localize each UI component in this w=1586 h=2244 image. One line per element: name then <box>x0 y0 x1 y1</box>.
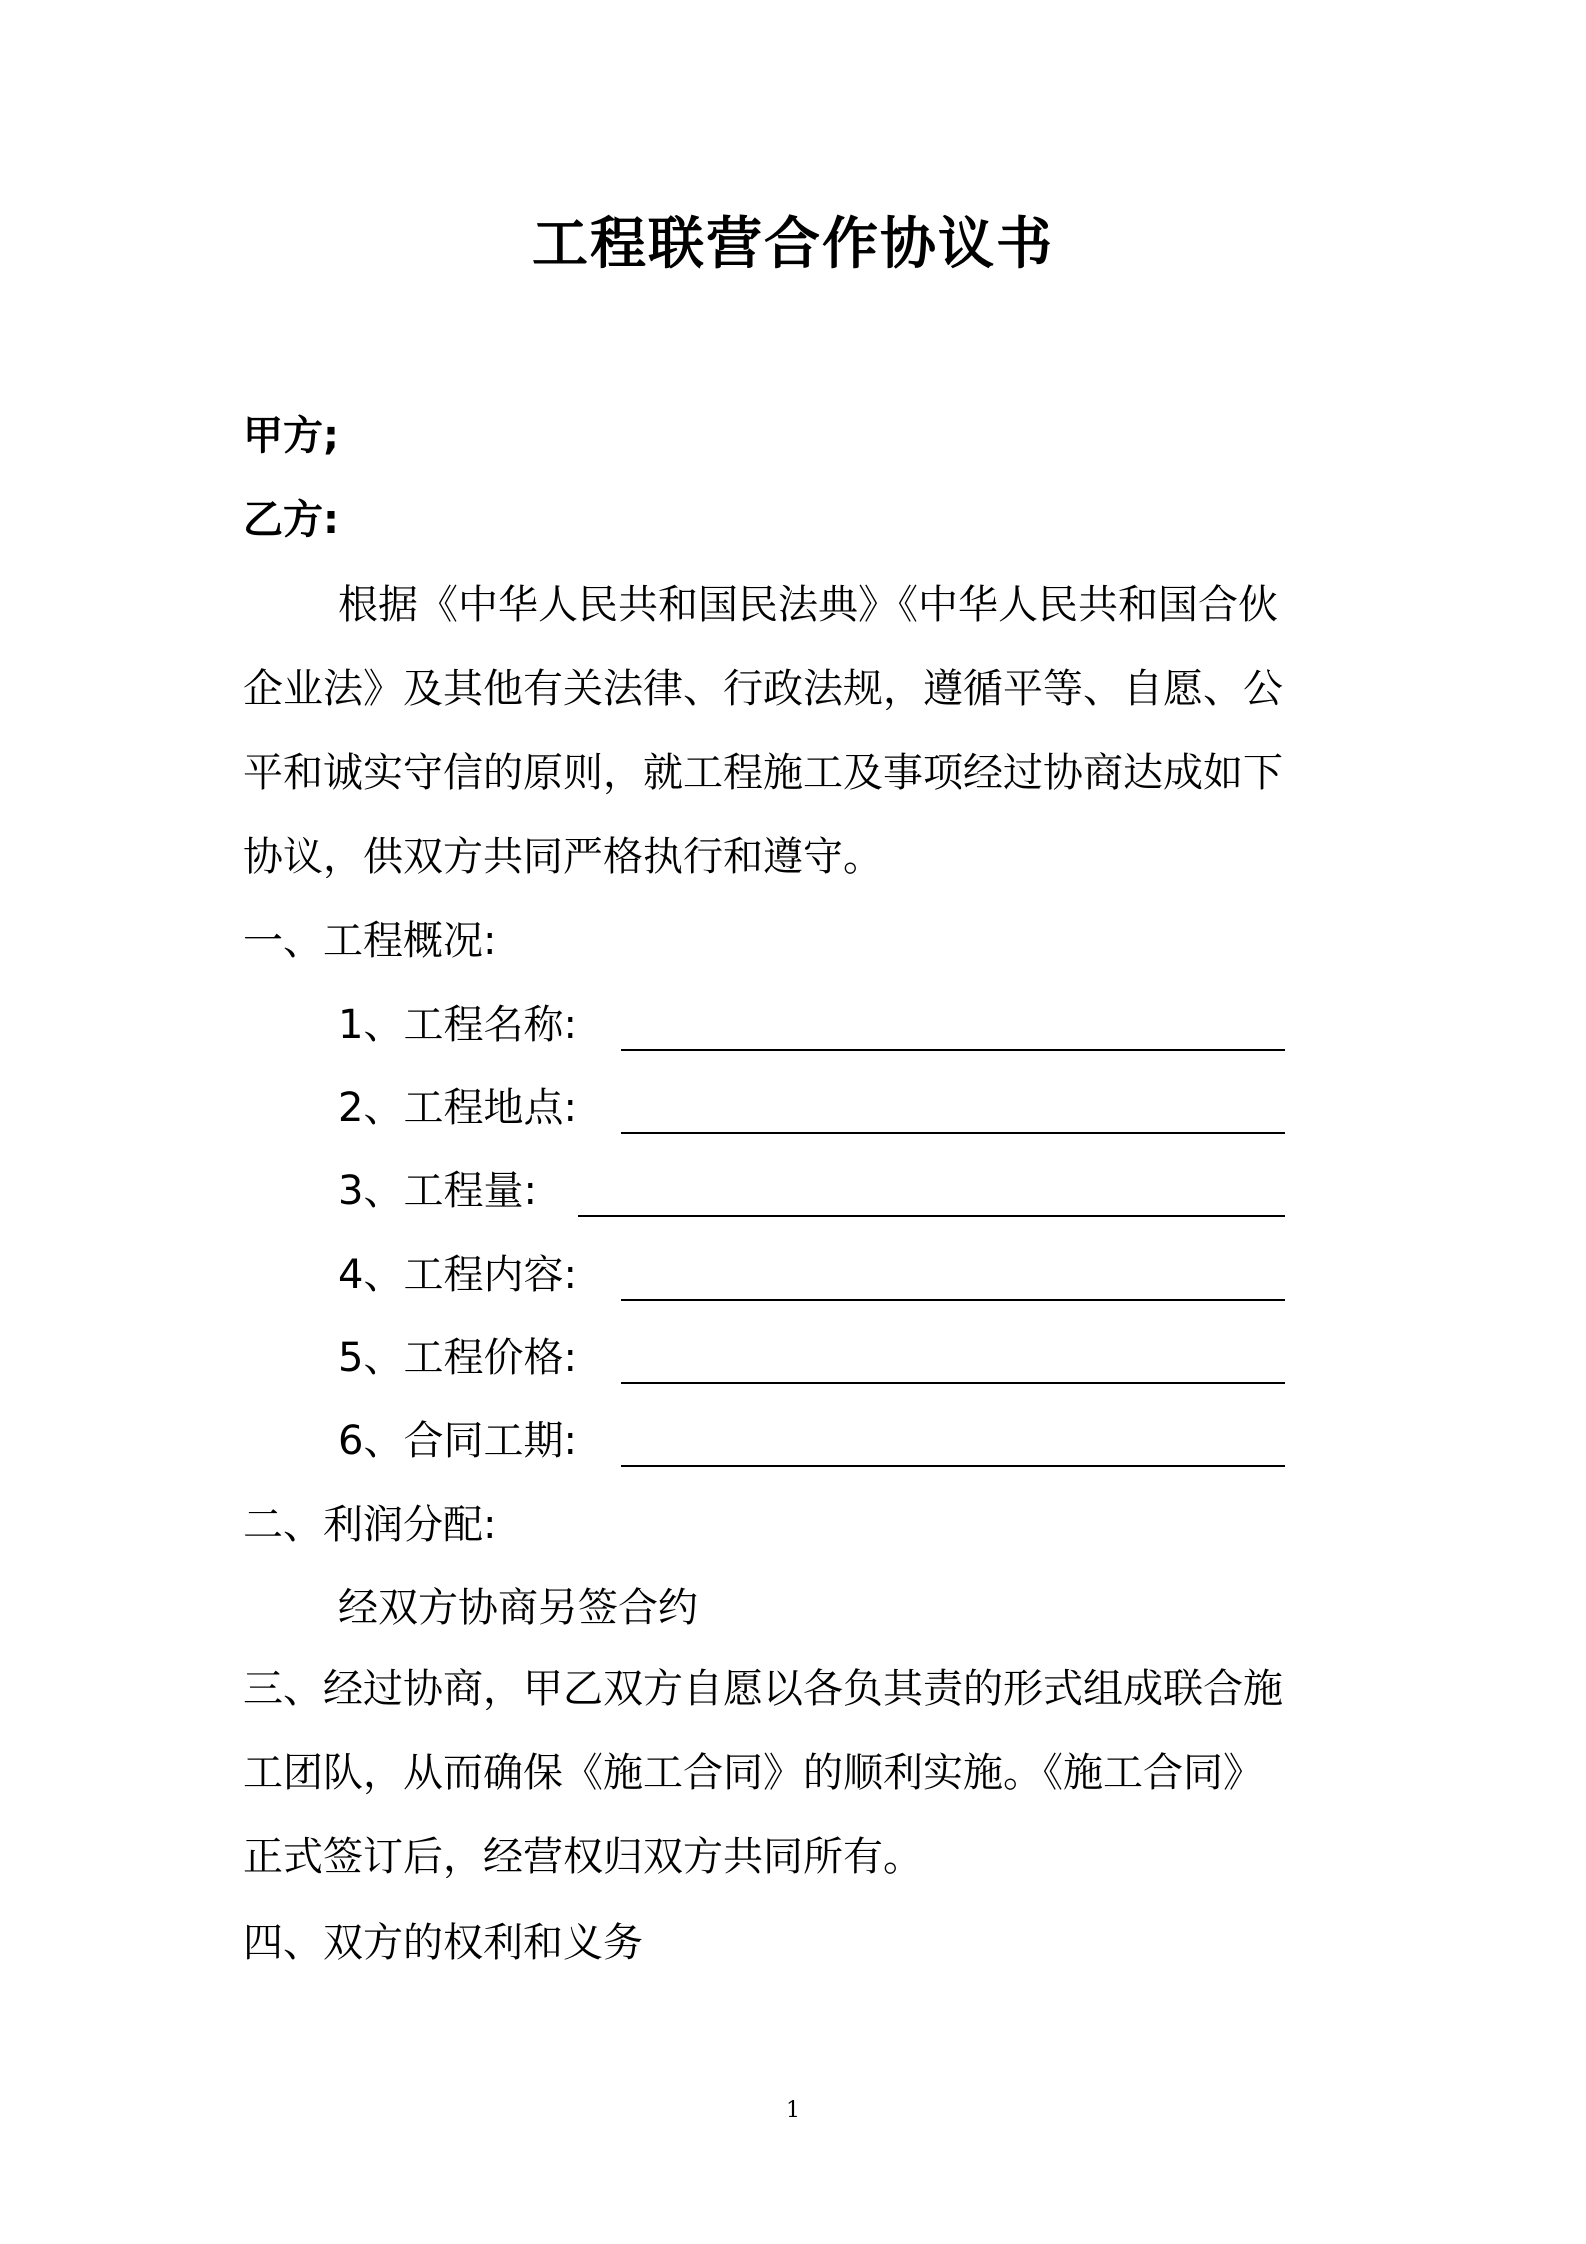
section-1-heading: 一、工程概况: <box>243 918 497 964</box>
project-price-blank[interactable] <box>621 1382 1285 1384</box>
section-4-heading: 四、双方的权利和义务 <box>243 1920 643 1966</box>
project-location-blank[interactable] <box>621 1132 1285 1134</box>
section-2-body: 经双方协商另签合约 <box>338 1585 698 1631</box>
page-number: 1 <box>786 2098 800 2123</box>
preamble-paragraph <box>243 563 1363 899</box>
project-content-label: 4、工程内容: <box>338 1252 577 1298</box>
party-a-label: 甲方; <box>243 413 339 459</box>
section-3-line: 工团队，从而确保《施工合同》的顺利实施。《施工合同》 <box>243 1750 1263 1796</box>
project-quantity-label: 3、工程量: <box>338 1168 537 1214</box>
section-3-paragraph <box>243 1647 1363 1899</box>
section-2-heading: 二、利润分配: <box>243 1502 497 1548</box>
project-name-label: 1、工程名称: <box>338 1002 577 1048</box>
project-price-label: 5、工程价格: <box>338 1335 577 1381</box>
preamble-line: 企业法》及其他有关法律、行政法规，遵循平等、自愿、公 <box>243 666 1283 712</box>
project-name-blank[interactable] <box>621 1049 1285 1051</box>
section-3-line: 三、经过协商，甲乙双方自愿以各负其责的形式组成联合施 <box>243 1666 1283 1712</box>
document-title: 工程联营合作协议书 <box>532 212 1054 277</box>
project-quantity-blank[interactable] <box>578 1215 1285 1217</box>
section-3-line: 正式签订后，经营权归双方共同所有。 <box>243 1834 923 1880</box>
preamble-line: 协议，供双方共同严格执行和遵守。 <box>243 834 883 880</box>
preamble-line: 根据《中华人民共和国民法典》《中华人民共和国合伙 <box>338 582 1278 628</box>
preamble-line: 平和诚实守信的原则，就工程施工及事项经过协商达成如下 <box>243 750 1283 796</box>
contract-period-blank[interactable] <box>621 1465 1285 1467</box>
project-location-label: 2、工程地点: <box>338 1085 577 1131</box>
project-content-blank[interactable] <box>621 1299 1285 1301</box>
contract-period-label: 6、合同工期: <box>338 1418 577 1464</box>
party-b-label: 乙方: <box>243 497 339 543</box>
